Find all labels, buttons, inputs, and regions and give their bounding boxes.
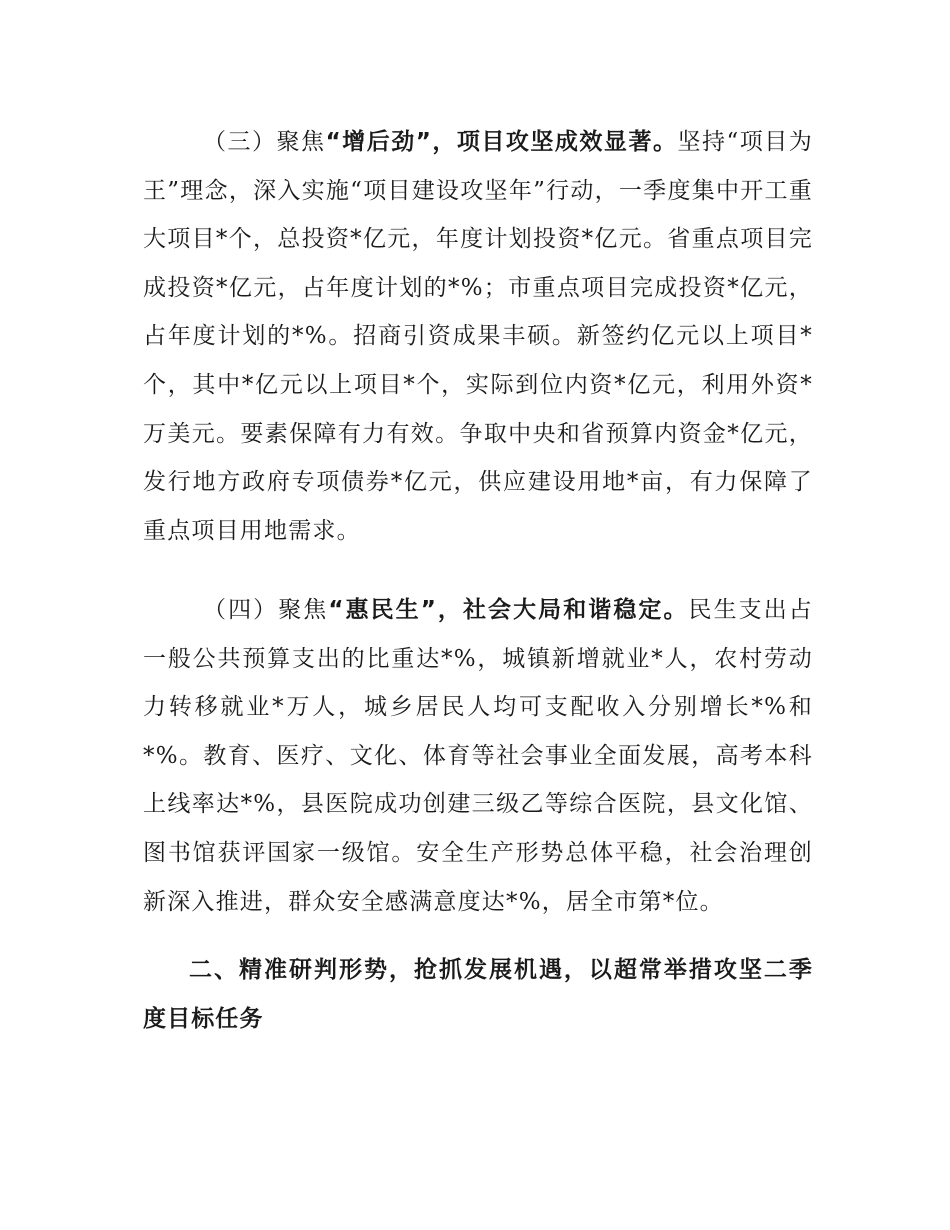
heading-part-2: 二、精准研判形势，抢抓发展机遇，以超常举措攻坚二季度目标任务 [143,957,813,1032]
paragraph-section-4 [143,586,813,926]
section-4-label: （四）聚焦 [203,597,329,623]
section-3-body: 坚持“项目为王”理念，深入实施“项目建设攻坚年”行动，一季度集中开工重大项目*个，总投资*亿元，年度计划投资*亿元。省重点项目完成投资*亿元，占年度计划的*%；市重点项目完成投资*亿元，占年度计划的*%。招商引资成果丰硕。新签约亿元以上项目*个，其中*亿元以上项目*个，实际到位内资*亿元，利用外资*万美元。要素保障有力有效。争取中央和省预算内资金*亿元，发行地方政府专项债券*亿元，供应建设用地*亩，有力保障了重点项目用地需求。 [143,129,814,544]
section-3-bold-title: “增后劲”，项目攻坚成效显著。 [325,129,678,155]
section-3-label: （三）聚焦 [203,129,326,155]
paragraph-section-3 [143,118,813,555]
section-4-body: 民生支出占一般公共预算支出的比重达*%，城镇新增就业*人，农村劳动力转移就业*万人，城乡居民人均可支配收入分别增长*%和*%。教育、医疗、文化、体育等社会事业全面发展，高考本科上线率达*%，县医院成功创建三级乙等综合医院，县文化馆、图书馆获评国家一级馆。安全生产形势总体平稳，社会治理创新深入推进，群众安全感满意度达*%，居全市第*位。 [143,597,814,915]
section-4-bold-title: “惠民生”，社会大局和谐稳定。 [328,597,689,623]
